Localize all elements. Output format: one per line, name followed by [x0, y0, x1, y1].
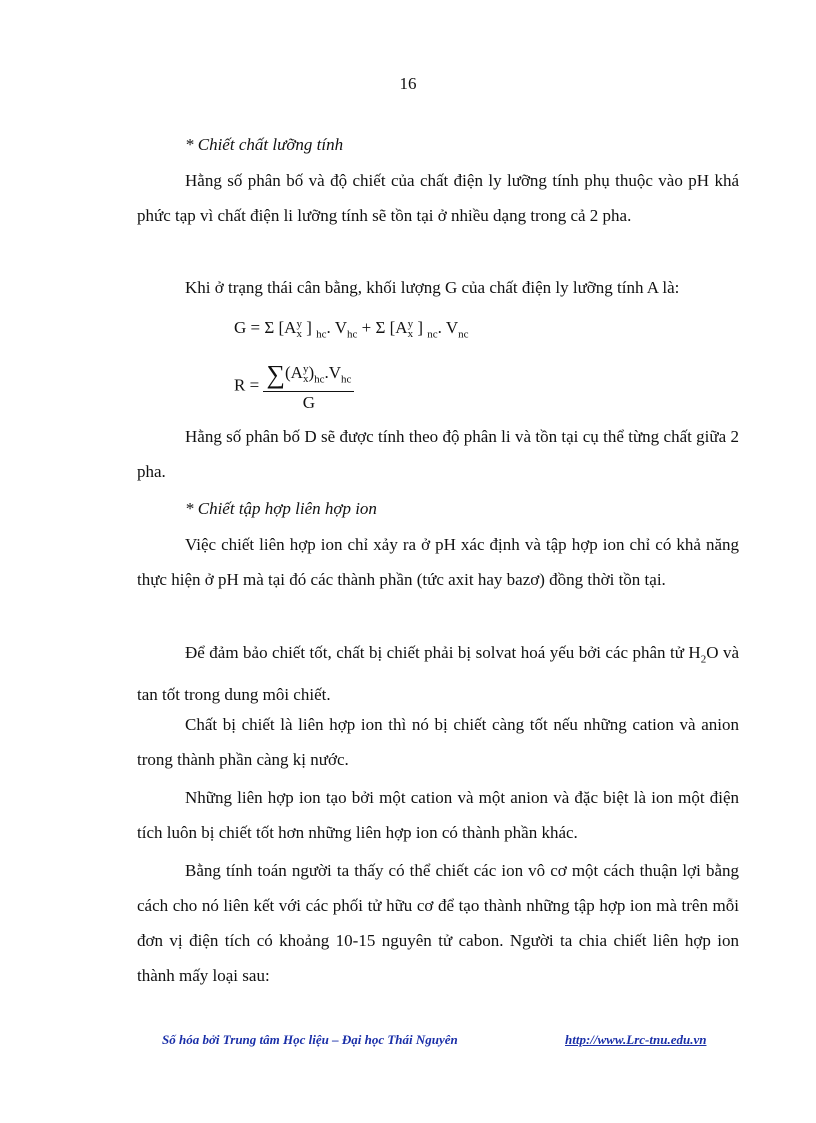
- formula-g-plus: + Σ [A: [357, 318, 408, 337]
- page-number: 16: [399, 74, 417, 93]
- paragraph-3: Hằng số phân bố D sẽ được tính theo độ phân li và tồn tại cụ thể từng chất giữa 2 pha.: [137, 427, 739, 481]
- formula-g-v-2: . V: [437, 318, 459, 337]
- footer-credit: Số hóa bởi Trung tâm Học liệu – Đại học Thái Nguyên: [162, 1032, 458, 1047]
- formula-g-sup-1: y: [296, 318, 302, 330]
- paragraph-8: Bằng tính toán người ta thấy có thể chiết các ion vô cơ một cách thuận lợi bằng cách cho nó liên kết với các phối tử hữu cơ để tạo thành những tập hợp ion mà trên mỗi đơn vị điện tích có khoảng 10-15 nguyên tử cabon. Người ta chia chiết liên hợp ion thành mấy loại sau:: [137, 861, 739, 985]
- formula-g-sup-2: y: [407, 318, 414, 330]
- formula-g-nc-1: nc: [427, 328, 438, 341]
- paragraph-4: Việc chiết liên hợp ion chỉ xảy ra ở pH xác định và tập hợp ion chỉ có khả năng thực hiện ở pH mà tại đó các thành phần (tức axit hay bazơ) đồng thời tồn tại.: [137, 535, 739, 589]
- paragraph-7: Những liên hợp ion tạo bởi một cation và một anion và đặc biệt là ion một điện tích luôn bị chiết tốt hơn những liên hợp ion có thành phần khác.: [137, 788, 739, 842]
- formula-ratio-r: [234, 360, 354, 413]
- formula-g-v-1: . V: [326, 318, 347, 337]
- sum-symbol: ∑: [266, 360, 285, 389]
- paragraph-6: Chất bị chiết là liên hợp ion thì nó bị chiết càng tốt nếu những cation và anion trong thành phần càng kị nước.: [137, 715, 739, 769]
- section-heading-ion-pair: * Chiết tập hợp liên hợp ion: [185, 499, 377, 518]
- formula-r-numerator: [263, 360, 354, 392]
- formula-r-denominator: G: [302, 393, 316, 412]
- formula-g-nc-2: nc: [458, 328, 469, 341]
- formula-r-v: .V: [324, 363, 342, 382]
- formula-g-sub-1: x: [296, 328, 302, 340]
- formula-r-lhs: R =: [234, 375, 260, 395]
- paragraph-2: Khi ở trạng thái cân bằng, khối lượng G của chất điện ly lưỡng tính A là:: [185, 278, 680, 297]
- section-heading-amphoteric: * Chiết chất lưỡng tính: [185, 135, 344, 154]
- formula-g-bracket-2: ]: [413, 318, 428, 337]
- formula-g-hc-2: hc: [347, 328, 358, 341]
- formula-r-sub: x: [302, 373, 309, 385]
- paragraph-5-text: Để đảm bảo chiết tốt, chất bị chiết phải bị solvat hoá yếu bởi các phân tử H: [185, 643, 701, 662]
- formula-r-hc-2: hc: [341, 373, 352, 386]
- formula-g-bracket-1: ]: [301, 318, 317, 337]
- formula-r-fraction: [263, 360, 354, 413]
- paragraph-5-tail: O và tan tốt trong dung môi chiết.: [137, 643, 739, 705]
- formula-r-close: ): [308, 363, 315, 382]
- formula-g-lhs: G = Σ [A: [234, 318, 297, 337]
- paragraph-1: Hằng số phân bố và độ chiết của chất điện ly lưỡng tính phụ thuộc vào pH khá phức tạp vì chất điện li lưỡng tính sẽ tồn tại ở nhiều dạng trong cả 2 pha.: [137, 171, 739, 225]
- footer-link[interactable]: http://www.Lrc-tnu.edu.vn: [565, 1032, 707, 1047]
- paragraph-5-subscript: 2: [700, 653, 707, 666]
- formula-g-hc-1: hc: [316, 328, 327, 341]
- formula-r-hc-1: hc: [314, 373, 325, 386]
- formula-g-sub-2: x: [407, 328, 414, 340]
- paragraph-5: [137, 635, 739, 712]
- formula-mass-g: [234, 318, 469, 340]
- formula-r-sup: y: [302, 363, 309, 375]
- formula-r-open: (A: [284, 363, 303, 382]
